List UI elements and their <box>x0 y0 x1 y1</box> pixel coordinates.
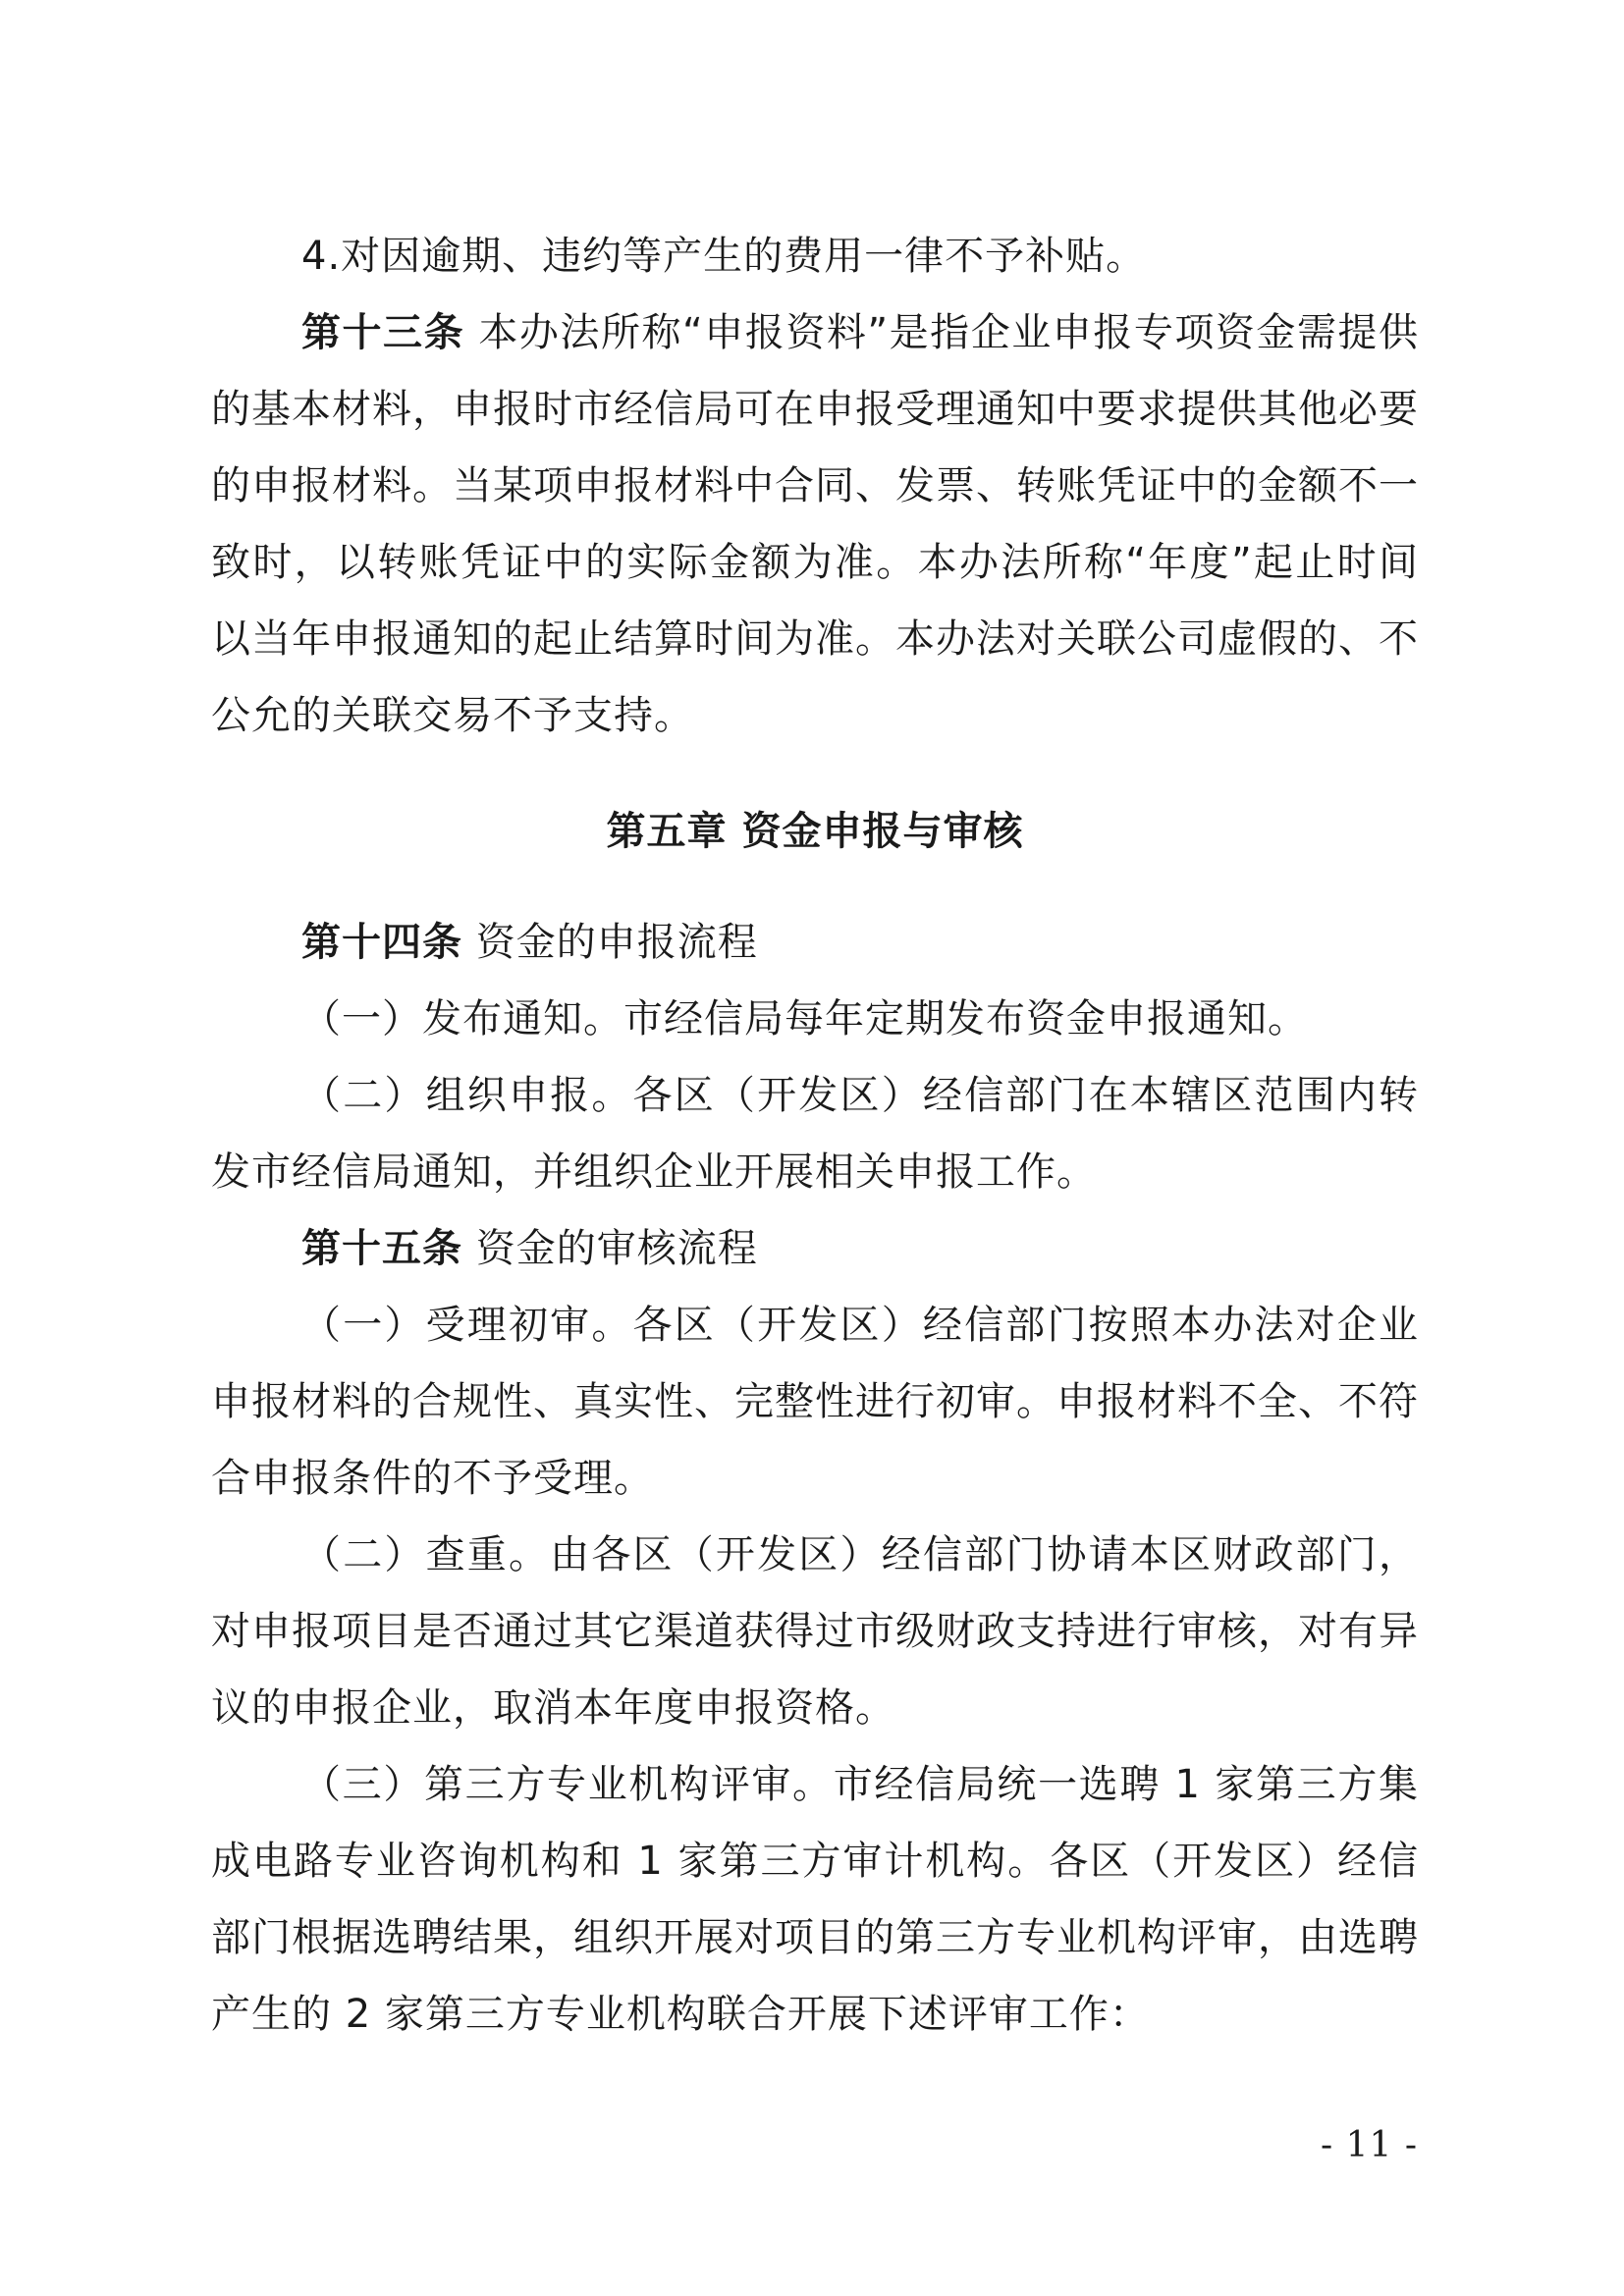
paragraph-15-2 <box>211 1517 1419 1746</box>
paragraph-text: （一）发布通知。市经信局每年定期发布资金申报通知。 <box>301 996 1308 1041</box>
paragraph-article-15 <box>211 1210 1419 1287</box>
paragraph-article-14 <box>211 904 1419 981</box>
article-lead: 第十五条 <box>301 1226 462 1271</box>
paragraph-text: （三）第三方专业机构评审。市经信局统一选聘 1 家第三方集成电路专业咨询机构和 1 家第三方审计机构。各区（开发区）经信部门根据选聘结果，组织开展对项目的第三方专业机构评审，由选聘产生的 2 家第三方专业机构联合开展下述评审工作： <box>211 1762 1419 2037</box>
body-text-top <box>211 218 1419 754</box>
paragraph-item-4 <box>211 218 1419 294</box>
paragraph-text: 资金的申报流程 <box>475 920 758 965</box>
paragraph-text: （二）组织申报。各区（开发区）经信部门在本辖区范围内转发市经信局通知，并组织企业开展相关申报工作。 <box>211 1073 1419 1195</box>
paragraph-text: 资金的审核流程 <box>475 1226 758 1271</box>
paragraph-article-13 <box>211 294 1419 754</box>
chapter-title: 第五章 资金申报与审核 <box>606 809 1024 854</box>
body-text-bottom <box>211 904 1419 2053</box>
paragraph-14-1 <box>211 981 1419 1057</box>
article-lead: 第十三条 <box>301 310 465 355</box>
paragraph-text: 本办法所称“申报资料”是指企业申报专项资金需提供的基本材料，申报时市经信局可在申报受理通知中要求提供其他必要的申报材料。当某项申报材料中合同、发票、转账凭证中的金额不一致时，以转账凭证中的实际金额为准。本办法所称“年度”起止时间以当年申报通知的起止结算时间为准。本办法对关联公司虚假的、不公允的关联交易不予支持。 <box>211 310 1419 738</box>
paragraph-text: （一）受理初审。各区（开发区）经信部门按照本办法对企业申报材料的合规性、真实性、完整性进行初审。申报材料不全、不符合申报条件的不予受理。 <box>211 1303 1419 1501</box>
page-number: - 11 - <box>1320 2125 1418 2165</box>
paragraph-15-1 <box>211 1287 1419 1517</box>
paragraph-text: 4.对因逾期、违约等产生的费用一律不予补贴。 <box>301 234 1147 279</box>
paragraph-text: （二）查重。由各区（开发区）经信部门协请本区财政部门，对申报项目是否通过其它渠道获得过市级财政支持进行审核，对有异议的申报企业，取消本年度申报资格。 <box>211 1532 1419 1731</box>
paragraph-15-3 <box>211 1746 1419 2053</box>
article-lead: 第十四条 <box>301 920 462 965</box>
paragraph-14-2 <box>211 1057 1419 1210</box>
